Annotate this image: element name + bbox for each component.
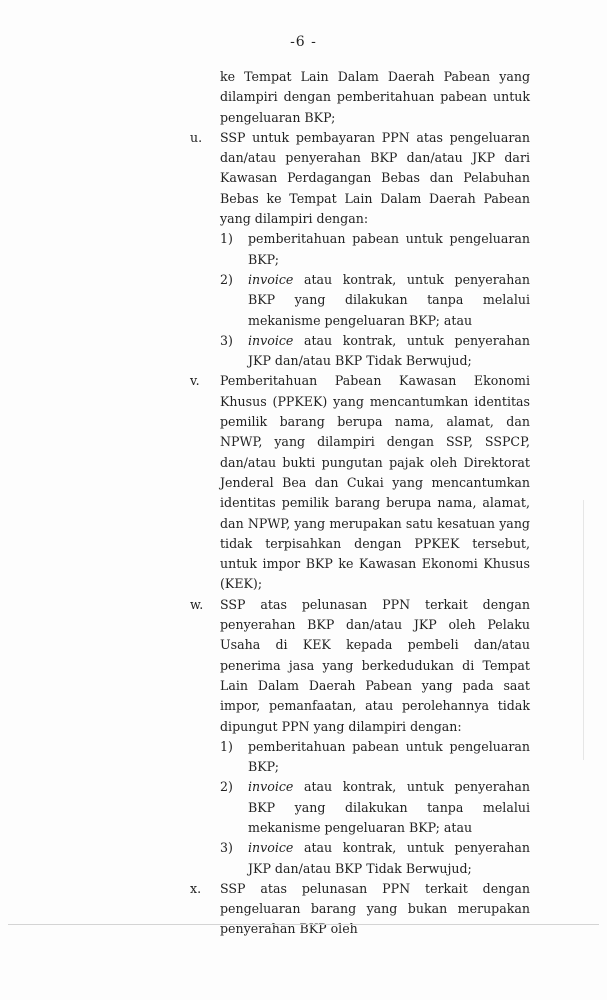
item-letter: x. <box>190 880 202 896</box>
list-item-w <box>190 595 530 879</box>
sub-item-text: invoice atau kontrak, untuk penyerahan BKP yang dilakukan tanpa melalui mekanisme pengeluaran BKP; atau <box>248 271 530 328</box>
sub-item <box>220 777 530 838</box>
sub-item-text: invoice atau kontrak, untuk penyerahan JKP dan/atau BKP Tidak Berwujud; <box>248 332 530 369</box>
item-letter: v. <box>190 373 200 389</box>
item-letter: u. <box>190 129 203 145</box>
sub-item-text: pemberitahuan pabean untuk pengeluaran BKP; <box>248 738 530 775</box>
sub-item-number: 3) <box>220 840 233 856</box>
sub-item <box>220 229 530 270</box>
item-letter: w. <box>190 596 204 612</box>
sub-item <box>220 331 530 372</box>
sub-item-text: invoice atau kontrak, untuk penyerahan JKP dan/atau BKP Tidak Berwujud; <box>248 840 530 876</box>
sub-item-number: 3) <box>220 332 233 348</box>
sub-item-text: invoice atau kontrak, untuk penyerahan BKP yang dilakukan tanpa melalui mekanisme pengeluaran BKP; atau <box>248 779 530 835</box>
sub-item-number: 2) <box>220 779 233 795</box>
italic-term: invoice <box>248 779 294 795</box>
sub-item <box>220 270 530 331</box>
continuation-paragraph: ke Tempat Lain Dalam Daerah Pabean yang dilampiri dengan pemberitahuan pabean untuk pengeluaran BKP; <box>220 69 530 125</box>
sub-item <box>220 838 530 879</box>
sub-item-number: 1) <box>220 231 233 247</box>
italic-term: invoice <box>248 332 294 348</box>
sub-item-number: 1) <box>220 738 233 754</box>
sub-item-number: 2) <box>220 271 233 287</box>
list-item-v <box>190 371 530 594</box>
italic-term: invoice <box>248 271 294 287</box>
scan-edge-line <box>583 500 584 760</box>
item-text: SSP atas pelunasan PPN terkait dengan penyerahan BKP dan/atau JKP oleh Pelaku Usaha di KEK kepada pembeli dan/atau penerima jasa yang berkedudukan di Tempat Lain Dalam Daerah Pabean yang pada saat impor, pemanfaatan, atau perolehannya tidak dipungut PPN yang dilampiri dengan: <box>220 596 530 734</box>
list-item-u <box>190 128 530 372</box>
sub-item-text: pemberitahuan pabean untuk pengeluaran BKP; <box>248 231 530 267</box>
item-text: SSP untuk pembayaran PPN atas pengeluaran dan/atau penyerahan BKP dan/atau JKP dari Kawasan Perdagangan Bebas dan Pelabuhan Bebas ke Tempat Lain Dalam Daerah Pabean yang dilampiri dengan: <box>220 129 530 227</box>
item-text: SSP atas pelunasan PPN terkait dengan pengeluaran barang yang bukan merupakan penyerahan BKP oleh <box>220 880 530 937</box>
item-text: Pemberitahuan Pabean Kawasan Ekonomi Khusus (PPKEK) yang mencantumkan identitas pemilik barang berupa nama, alamat, dan NPWP, yang dilampiri dengan SSP, SSPCP, dan/atau bukti pungutan pajak oleh Direktorat Jenderal Bea dan Cukai yang mencantumkan identitas pemilik barang berupa nama, alamat, dan NPWP, yang merupakan satu kesatuan yang tidak terpisahkan dengan PPKEK tersebut, untuk impor BKP ke Kawasan Ekonomi Khusus (KEK); <box>220 373 530 592</box>
list-item-x <box>190 879 530 940</box>
document-body <box>0 67 607 940</box>
sub-item <box>220 737 530 778</box>
page-bottom-divider <box>8 924 599 925</box>
italic-term: invoice <box>248 840 294 856</box>
page-number: -6 - <box>290 34 317 50</box>
